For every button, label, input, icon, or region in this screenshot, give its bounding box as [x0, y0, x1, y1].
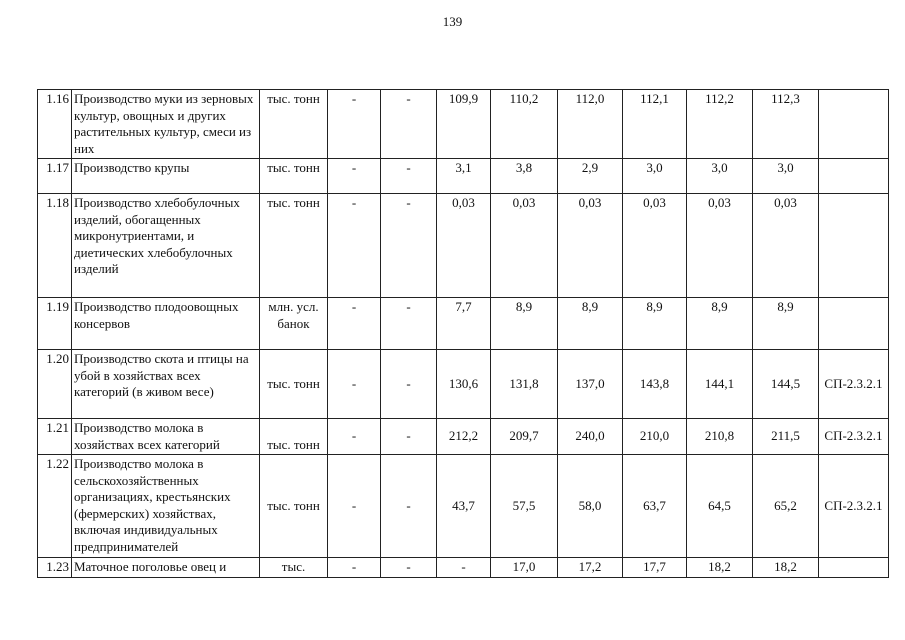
- year-value: 64,5: [687, 455, 753, 558]
- unit-cell: тыс. тонн: [260, 159, 328, 194]
- base-value-2: -: [381, 298, 437, 350]
- indicator-name: Маточное поголовье овец и: [72, 558, 260, 578]
- year-value: 131,8: [491, 350, 558, 419]
- year-value: 0,03: [687, 194, 753, 298]
- year-value: 144,5: [753, 350, 819, 419]
- unit-cell: тыс. тонн: [260, 90, 328, 159]
- base-value-1: -: [328, 194, 381, 298]
- year-value: 58,0: [558, 455, 623, 558]
- base-value-2: -: [381, 455, 437, 558]
- row-number: 1.20: [38, 350, 72, 419]
- page-number: 139: [442, 14, 463, 29]
- year-value: 0,03: [753, 194, 819, 298]
- year-value: 130,6: [437, 350, 491, 419]
- base-value-2: -: [381, 558, 437, 578]
- table-row: [38, 455, 889, 558]
- row-number: 1.16: [38, 90, 72, 159]
- year-value: 3,1: [437, 159, 491, 194]
- unit-cell: тыс. тонн: [260, 455, 328, 558]
- year-value: 0,03: [491, 194, 558, 298]
- year-value: 17,2: [558, 558, 623, 578]
- row-number: 1.23: [38, 558, 72, 578]
- table-row: [38, 558, 889, 578]
- table-row: [38, 194, 889, 298]
- indicator-name: Производство плодоовощных консервов: [72, 298, 260, 350]
- unit-cell: тыс. тонн: [260, 350, 328, 419]
- unit-cell: тыс.: [260, 558, 328, 578]
- year-value: 112,2: [687, 90, 753, 159]
- base-value-1: -: [328, 350, 381, 419]
- row-number: 1.22: [38, 455, 72, 558]
- year-value: 57,5: [491, 455, 558, 558]
- reference-cell: СП-2.3.2.1: [819, 350, 889, 419]
- reference-cell: СП-2.3.2.1: [819, 455, 889, 558]
- indicator-name: Производство муки из зерновых культур, овощных и других растительных культур, смеси из них: [72, 90, 260, 159]
- year-value: 0,03: [623, 194, 687, 298]
- year-value: 3,8: [491, 159, 558, 194]
- year-value: 0,03: [558, 194, 623, 298]
- indicator-name: Производство скота и птицы на убой в хозяйствах всех категорий (в живом весе): [72, 350, 260, 419]
- year-value: 43,7: [437, 455, 491, 558]
- year-value: 212,2: [437, 419, 491, 455]
- year-value: 3,0: [623, 159, 687, 194]
- year-value: 143,8: [623, 350, 687, 419]
- unit-cell: тыс. тонн: [260, 194, 328, 298]
- table-row: [38, 350, 889, 419]
- reference-cell: [819, 298, 889, 350]
- year-value: 240,0: [558, 419, 623, 455]
- year-value: 8,9: [491, 298, 558, 350]
- reference-cell: [819, 159, 889, 194]
- year-value: 8,9: [623, 298, 687, 350]
- year-value: 18,2: [753, 558, 819, 578]
- year-value: 63,7: [623, 455, 687, 558]
- base-value-2: -: [381, 90, 437, 159]
- year-value: 3,0: [687, 159, 753, 194]
- reference-cell: [819, 90, 889, 159]
- base-value-1: -: [328, 558, 381, 578]
- base-value-1: -: [328, 298, 381, 350]
- year-value: 7,7: [437, 298, 491, 350]
- year-value: 109,9: [437, 90, 491, 159]
- year-value: 8,9: [558, 298, 623, 350]
- table-row: [38, 159, 889, 194]
- year-value: 210,8: [687, 419, 753, 455]
- year-value: 17,7: [623, 558, 687, 578]
- year-value: 3,0: [753, 159, 819, 194]
- unit-cell: млн. усл. банок: [260, 298, 328, 350]
- base-value-2: -: [381, 419, 437, 455]
- row-number: 1.17: [38, 159, 72, 194]
- year-value: 112,0: [558, 90, 623, 159]
- base-value-1: -: [328, 159, 381, 194]
- reference-cell: [819, 194, 889, 298]
- year-value: 144,1: [687, 350, 753, 419]
- year-value: 112,3: [753, 90, 819, 159]
- row-number: 1.21: [38, 419, 72, 455]
- indicator-name: Производство молока в хозяйствах всех категорий: [72, 419, 260, 455]
- base-value-1: -: [328, 90, 381, 159]
- indicator-name: Производство молока в сельскохозяйственных организациях, крестьянских (фермерских) хозяйствах, включая индивидуальных предпринимателей: [72, 455, 260, 558]
- year-value: 0,03: [437, 194, 491, 298]
- reference-cell: [819, 558, 889, 578]
- year-value: 112,1: [623, 90, 687, 159]
- table-row: [38, 298, 889, 350]
- year-value: 18,2: [687, 558, 753, 578]
- base-value-2: -: [381, 159, 437, 194]
- indicator-name: Производство крупы: [72, 159, 260, 194]
- year-value: 17,0: [491, 558, 558, 578]
- year-value: 210,0: [623, 419, 687, 455]
- row-number: 1.18: [38, 194, 72, 298]
- year-value: 110,2: [491, 90, 558, 159]
- row-number: 1.19: [38, 298, 72, 350]
- table-row: [38, 90, 889, 159]
- year-value: 8,9: [687, 298, 753, 350]
- indicator-name: Производство хлебобулочных изделий, обогащенных микронутриентами, и диетических хлебобулочных изделий: [72, 194, 260, 298]
- year-value: 137,0: [558, 350, 623, 419]
- base-value-1: -: [328, 419, 381, 455]
- year-value: 209,7: [491, 419, 558, 455]
- table-row: [38, 419, 889, 455]
- indicators-table: [37, 89, 889, 578]
- year-value: 211,5: [753, 419, 819, 455]
- year-value: 8,9: [753, 298, 819, 350]
- year-value: 65,2: [753, 455, 819, 558]
- unit-cell: тыс. тонн: [260, 419, 328, 455]
- year-value: 2,9: [558, 159, 623, 194]
- reference-cell: СП-2.3.2.1: [819, 419, 889, 455]
- base-value-2: -: [381, 350, 437, 419]
- base-value-2: -: [381, 194, 437, 298]
- year-value: -: [437, 558, 491, 578]
- base-value-1: -: [328, 455, 381, 558]
